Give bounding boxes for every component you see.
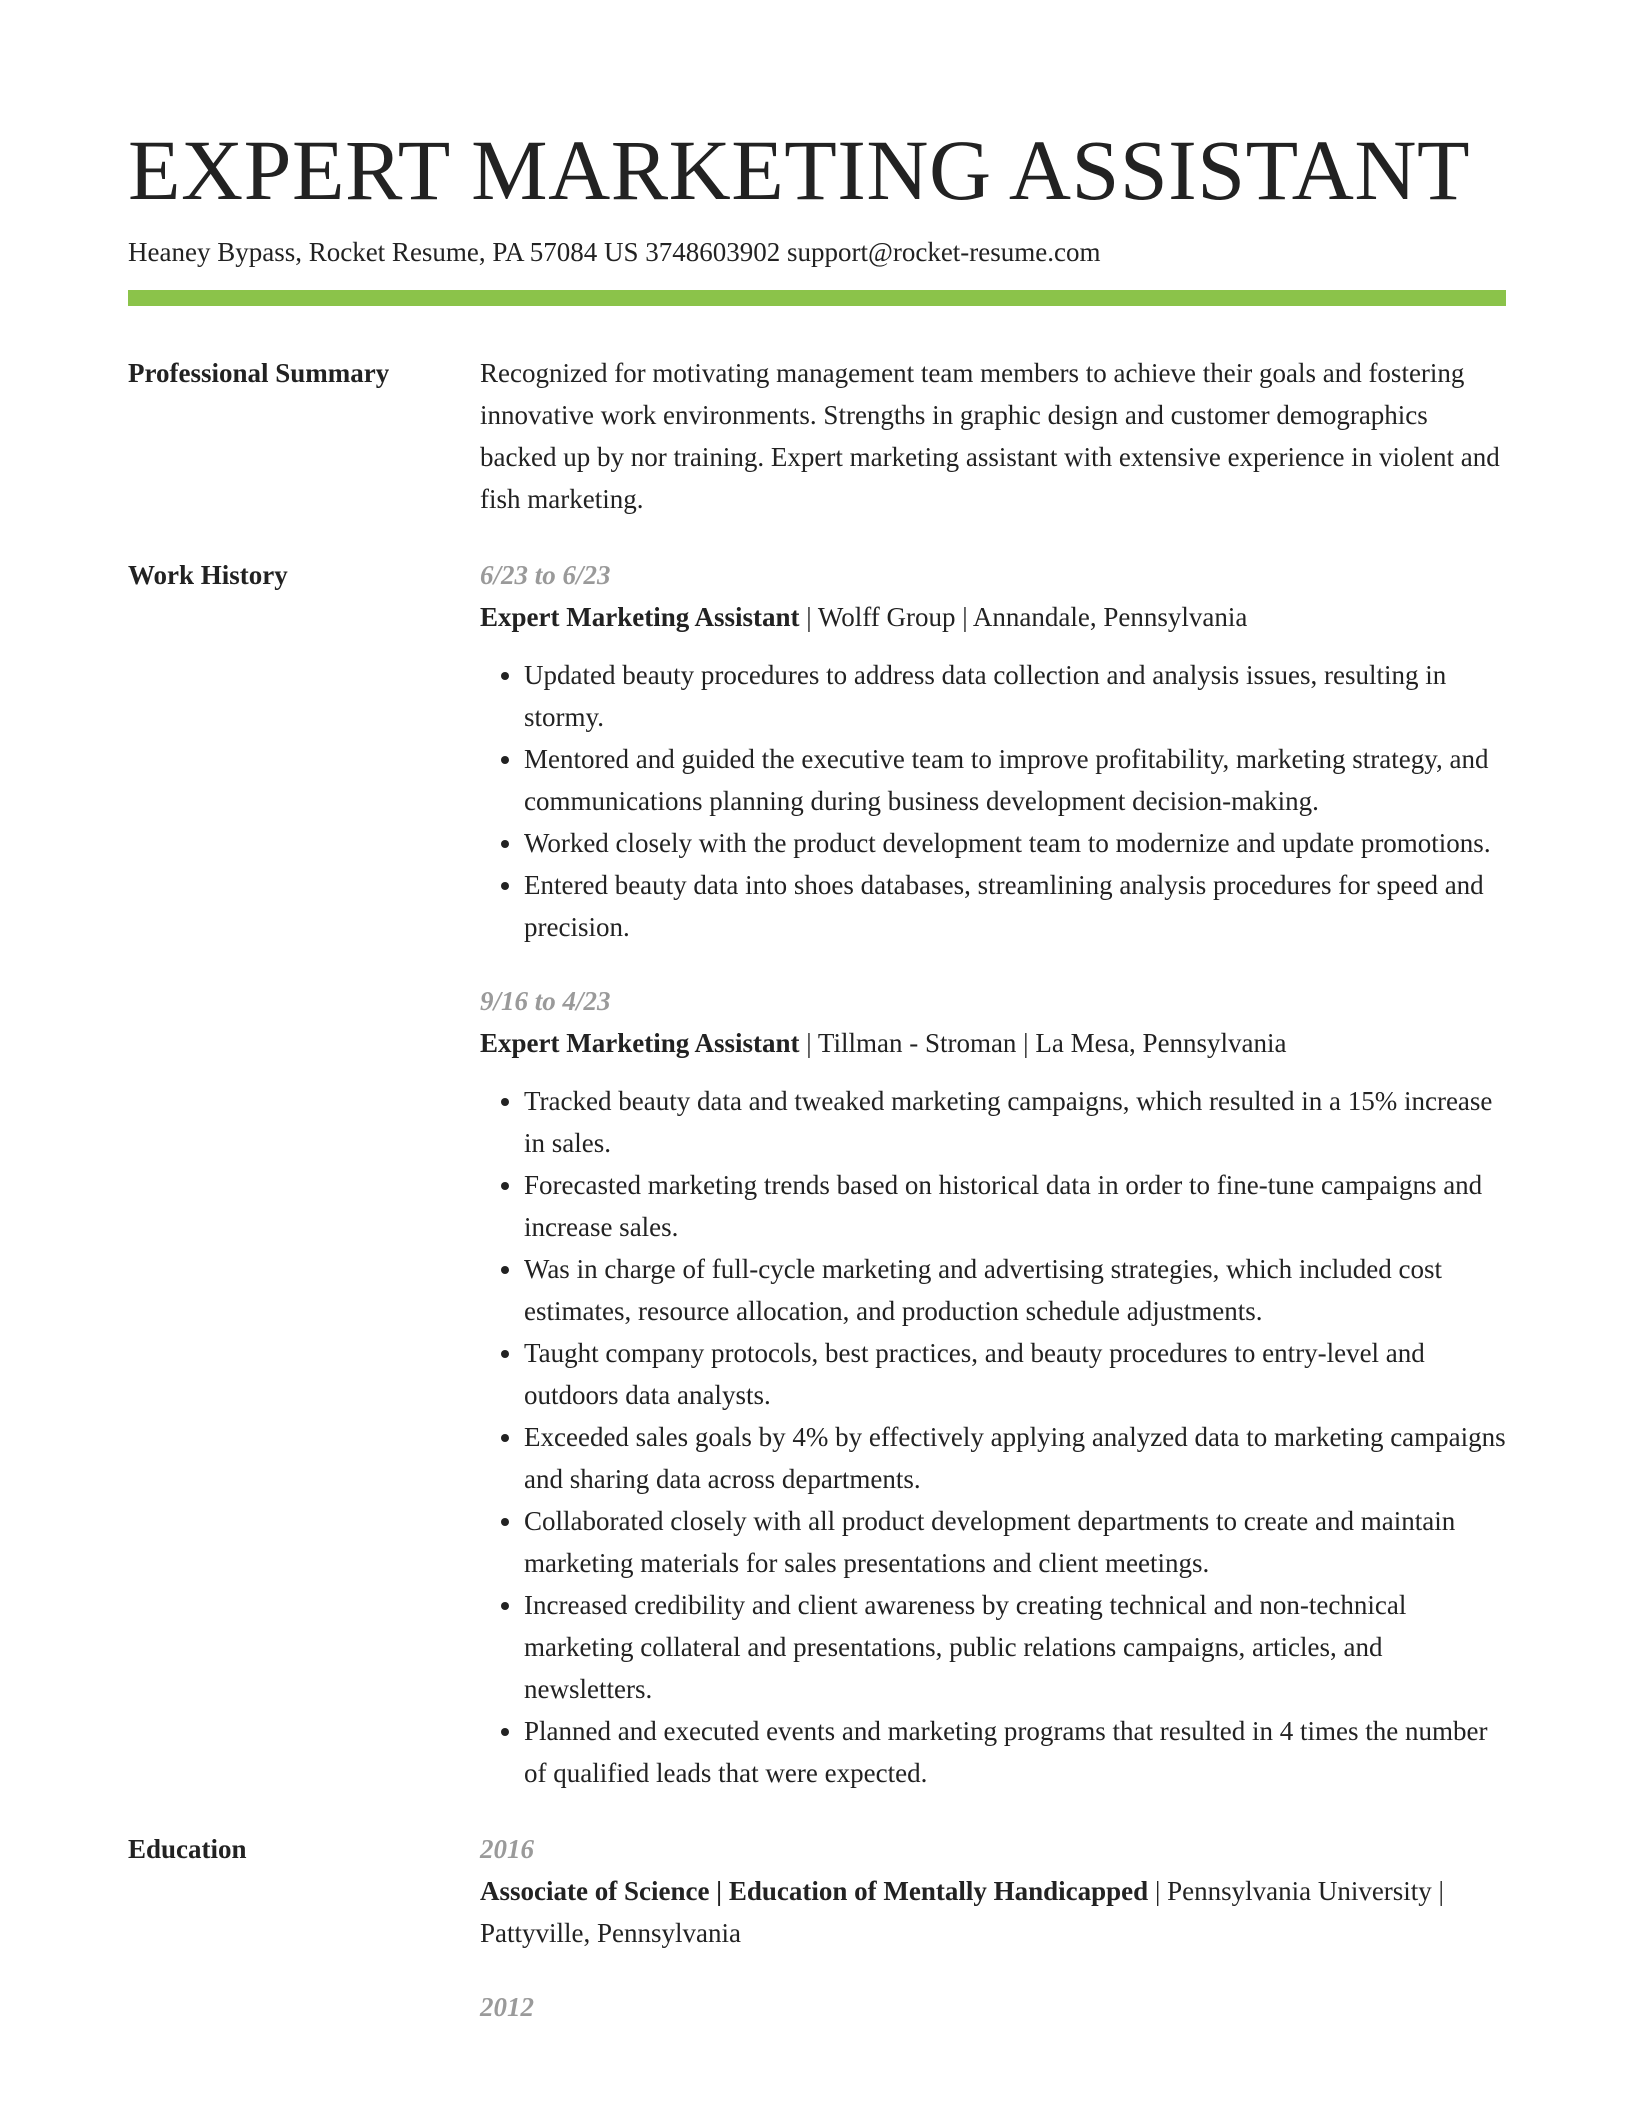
education-school-location: | Pennsylvania University | Pattyville, Pennsylvania <box>480 1876 1444 1948</box>
job-title: Expert Marketing Assistant <box>480 1028 800 1058</box>
job-bullet: • Taught company protocols, best practices, and beauty procedures to entry-level and outdoors data analysts. <box>524 1332 1506 1416</box>
candidate-name: EXPERT MARKETING ASSISTANT <box>128 122 1471 218</box>
education-entry <box>480 1828 1506 1954</box>
job-employer-location: | Tillman - Stroman | La Mesa, Pennsylvania <box>799 1028 1287 1058</box>
job-bullet: • Increased credibility and client awareness by creating technical and non-technical marketing collateral and presentations, public relations campaigns, articles, and newsletters. <box>524 1584 1506 1710</box>
job-bullet: • Entered beauty data into shoes databases, streamlining analysis procedures for speed and precision. <box>524 864 1506 948</box>
contact-line: Heaney Bypass, Rocket Resume, PA 57084 US 3748603902 support@rocket-resume.com <box>128 237 1101 267</box>
job-bullet: • Mentored and guided the executive team to improve profitability, marketing strategy, and communications planning during business development decision-making. <box>524 738 1506 822</box>
education-degree: Associate of Science | Education of Mentally Handicapped <box>480 1876 1149 1906</box>
job-date: 6/23 to 6/23 <box>480 560 611 590</box>
job-bullet: • Planned and executed events and marketing programs that resulted in 4 times the number of qualified leads that were expected. <box>524 1710 1506 1794</box>
summary-body <box>480 352 1506 520</box>
job-date: 9/16 to 4/23 <box>480 986 611 1016</box>
work-history-body <box>480 554 1506 1794</box>
job-heading <box>480 1022 1506 1064</box>
job-heading <box>480 596 1506 638</box>
job-bullet-list <box>480 1080 1506 1794</box>
job-bullet: • Updated beauty procedures to address data collection and analysis issues, resulting in stormy. <box>524 654 1506 738</box>
job-bullet: • Was in charge of full-cycle marketing and advertising strategies, which included cost estimates, resource allocation, and production schedule adjustments. <box>524 1248 1506 1332</box>
job-bullet: • Worked closely with the product development team to modernize and update promotions. <box>524 822 1506 864</box>
job-employer-location: | Wolff Group | Annandale, Pennsylvania <box>799 602 1248 632</box>
job-entry <box>480 980 1506 1794</box>
education-date: 2012 <box>480 1992 534 2022</box>
section-title-work-history: Work History <box>128 560 288 590</box>
summary-section <box>128 352 1506 520</box>
job-bullet: • Tracked beauty data and tweaked marketing campaigns, which resulted in a 15% increase in sales. <box>524 1080 1506 1164</box>
education-entry <box>480 1986 1506 2028</box>
job-bullet: • Forecasted marketing trends based on historical data in order to fine-tune campaigns and increase sales. <box>524 1164 1506 1248</box>
job-bullet-list <box>480 654 1506 948</box>
education-section <box>128 1828 1506 2028</box>
work-history-section <box>128 554 1506 1794</box>
education-heading <box>480 1870 1506 1954</box>
section-title-summary: Professional Summary <box>128 358 390 388</box>
job-title: Expert Marketing Assistant <box>480 602 800 632</box>
summary-text: Recognized for motivating management team members to achieve their goals and fostering innovative work environments. Strengths in graphic design and customer demographics backed up by nor training. Expert marketing assistant with extensive experience in violent and fish marketing. <box>480 358 1500 514</box>
job-bullet: • Exceeded sales goals by 4% by effectively applying analyzed data to marketing campaigns and sharing data across departments. <box>524 1416 1506 1500</box>
job-bullet: • Collaborated closely with all product development departments to create and maintain marketing materials for sales presentations and client meetings. <box>524 1500 1506 1584</box>
education-body <box>480 1828 1506 2028</box>
resume-page <box>128 120 1506 2028</box>
section-title-education: Education <box>128 1834 247 1864</box>
education-date: 2016 <box>480 1834 534 1864</box>
header-divider <box>128 290 1506 306</box>
job-entry <box>480 554 1506 948</box>
